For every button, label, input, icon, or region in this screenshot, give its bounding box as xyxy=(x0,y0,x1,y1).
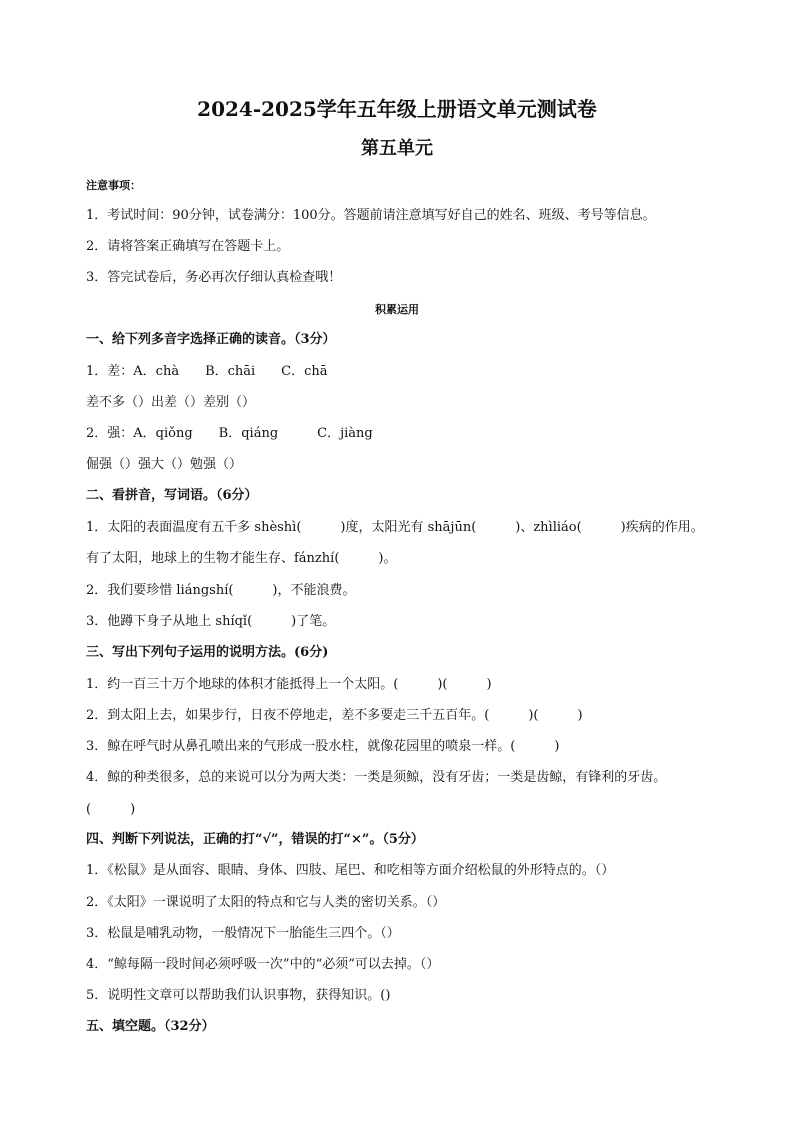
question-line: 2．到太阳上去，如果步行，日夜不停地走，差不多要走三千五百年。( )( ) xyxy=(86,708,583,723)
unit-title: 第五单元 xyxy=(361,138,433,159)
question-heading: 四、判断下列说法，正确的打“√”，错误的打“×”。（5分） xyxy=(86,832,424,847)
question-heading: 五、填空题。（32分） xyxy=(86,1019,215,1034)
question-line: 有了太阳，地球上的生物才能生存、fánzhí( )。 xyxy=(86,551,397,566)
question-line: 2．《太阳》一课说明了太阳的特点和它与人类的密切关系。（） xyxy=(86,895,446,910)
question-line: 1．约一百三十万个地球的体积才能抵得上一个太阳。( )( ) xyxy=(86,677,492,692)
note-item: 1．考试时间：90分钟，试卷满分：100分。答题前请注意填写好自己的姓名、班级、考号等信息。 xyxy=(86,208,656,223)
question-line: 2．强：A．qiǒng B．qiáng C．jiàng xyxy=(86,426,373,441)
question-heading: 二、看拼音，写词语。（6分） xyxy=(86,488,258,503)
exam-title: 2024-2025学年五年级上册语文单元测试卷 xyxy=(197,97,597,121)
question-heading: 一、给下列多音字选择正确的读音。（3分） xyxy=(86,332,336,347)
question-line: 5．说明性文章可以帮助我们认识事物，获得知识。() xyxy=(86,988,391,1003)
question-line: 3．他蹲下身子从地上 shíqǐ( )了笔。 xyxy=(86,614,336,629)
question-line: 倔强（）强大（）勉强（） xyxy=(86,457,243,472)
question-line: 1．《松鼠》是从面容、眼睛、身体、四肢、尾巴、和吃相等方面介绍松鼠的外形特点的。（） xyxy=(86,863,615,878)
note-item: 2．请将答案正确填写在答题卡上。 xyxy=(86,239,290,254)
question-line: 4．鲸的种类很多，总的来说可以分为两大类：一类是须鲸，没有牙齿；一类是齿鲸，有锋利的牙齿。 xyxy=(86,770,667,785)
question-line: 1．太阳的表面温度有五千多 shèshì( )度，太阳光有 shājūn( )、zhìliáo( )疾病的作用。 xyxy=(86,520,704,535)
notes-heading: 注意事项： xyxy=(86,179,141,192)
question-heading: 三、写出下列句子运用的说明方法。(6分) xyxy=(86,645,329,660)
note-item: 3．答完试卷后，务必再次仔细认真检查哦！ xyxy=(86,270,342,285)
question-line: 4．“鲸每隔一段时间必须呼吸一次”中的“必须”可以去掉。（） xyxy=(86,957,440,972)
question-line: 1．差：A．chà B．chāi C．chā xyxy=(86,364,328,379)
question-line: 2．我们要珍惜 liángshí( )，不能浪费。 xyxy=(86,583,356,598)
question-line: ( ) xyxy=(86,802,136,817)
question-line: 3．鲸在呼气时从鼻孔喷出来的气形成一股水柱，就像花园里的喷泉一样。( ) xyxy=(86,739,560,754)
question-line: 3．松鼠是哺乳动物，一般情况下一胎能生三四个。（） xyxy=(86,926,400,941)
section-label: 积累运用 xyxy=(375,303,419,316)
question-line: 差不多（）出差（）差别（） xyxy=(86,395,256,410)
